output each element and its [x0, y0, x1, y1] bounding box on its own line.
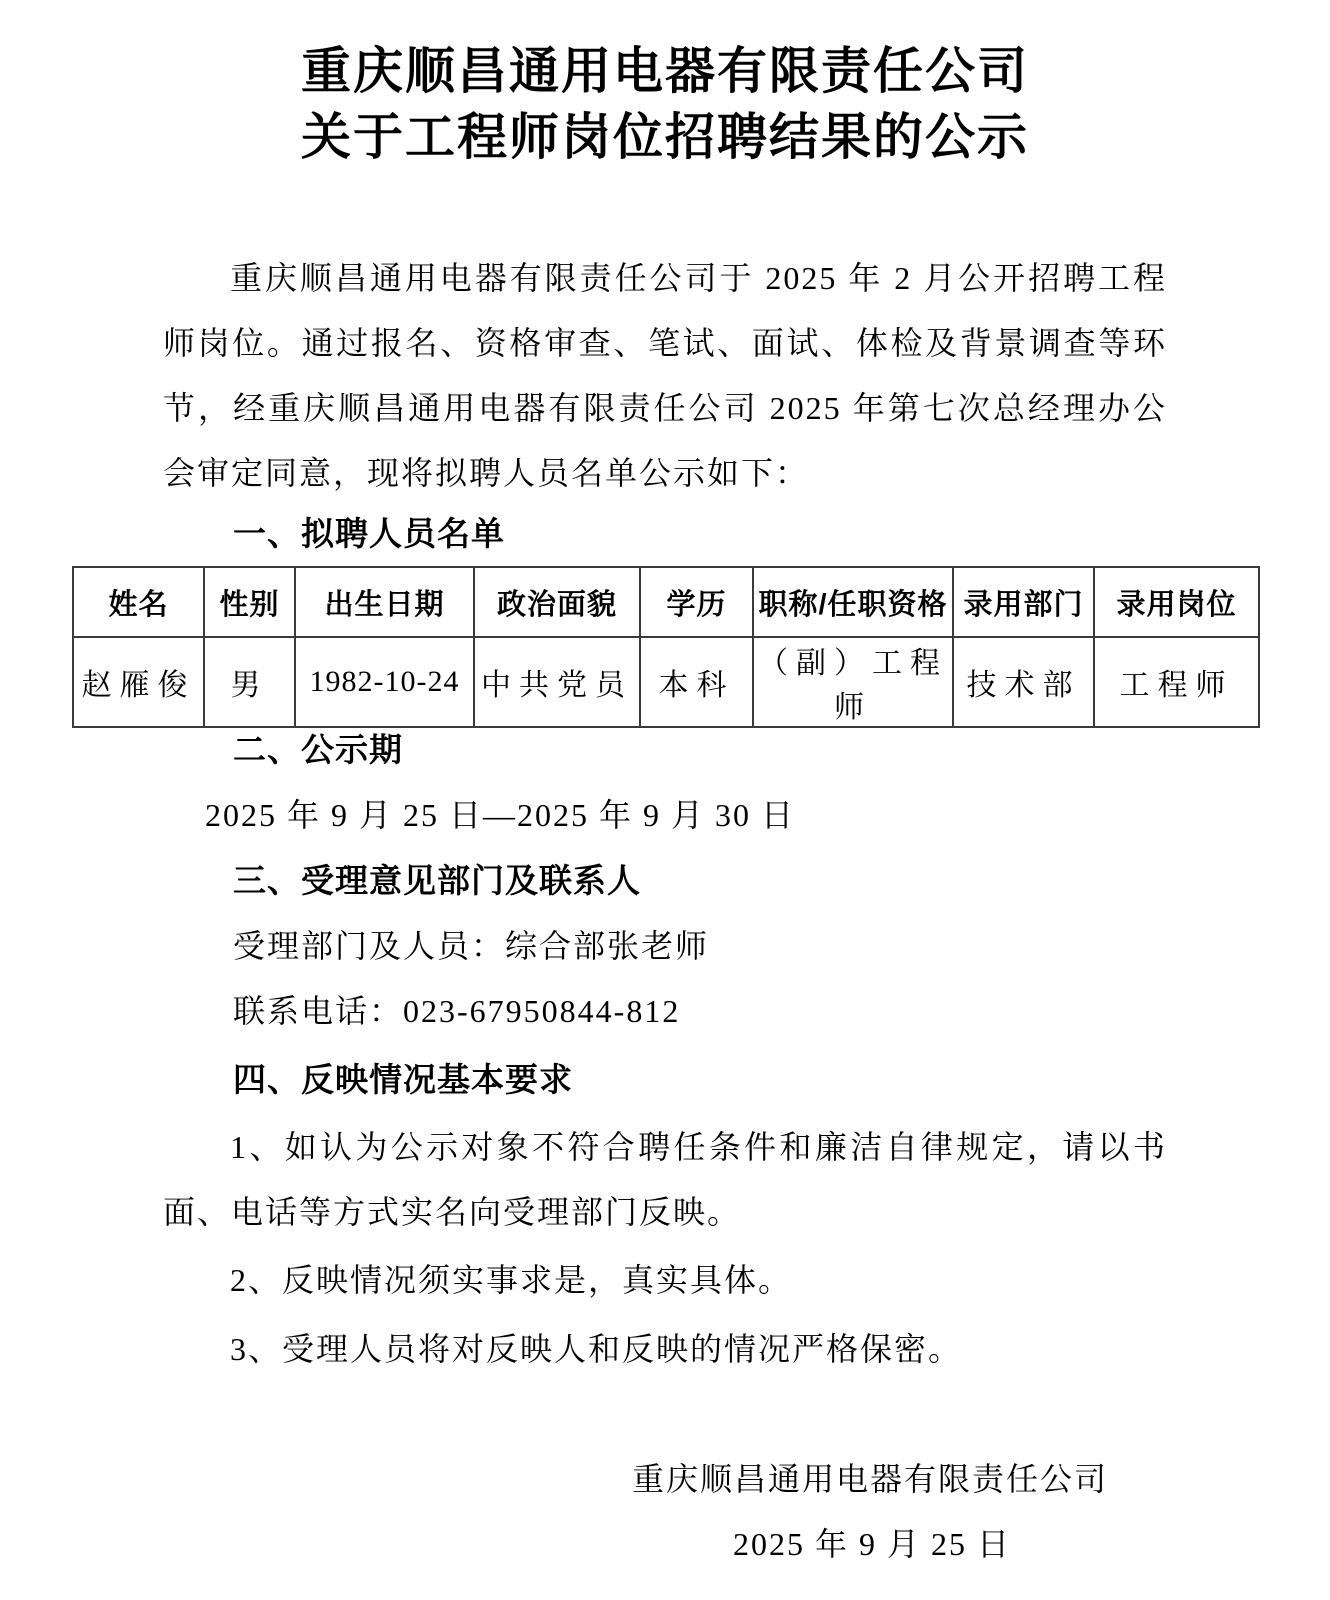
section-1-heading: 一、拟聘人员名单	[233, 515, 505, 552]
requirement-item-3: 3、受理人员将对反映人和反映的情况严格保密。	[230, 1331, 963, 1367]
table-row	[73, 637, 1259, 727]
table-header-row	[73, 567, 1259, 637]
cell-title-qualification: （副）工程师	[753, 637, 953, 727]
contact-department-line: 受理部门及人员：综合部张老师	[233, 928, 710, 964]
title-line-1: 重庆顺昌通用电器有限责任公司	[301, 43, 1029, 99]
header-title-qualification: 职称/任职资格	[753, 567, 953, 637]
cell-birthdate: 1982-10-24	[295, 637, 474, 727]
cell-hiring-department: 技术部	[953, 637, 1094, 727]
section-4-heading: 四、反映情况基本要求	[233, 1061, 573, 1098]
cell-gender: 男	[204, 637, 295, 727]
signature-company: 重庆顺昌通用电器有限责任公司	[631, 1461, 1108, 1497]
intro-paragraph: 重庆顺昌通用电器有限责任公司于 2025 年 2 月公开招聘工程师岗位。通过报名、资格审查、笔试、面试、体检及背景调查等环节，经重庆顺昌通用电器有限责任公司 2025 年第七次总经理办公会审定同意，现将拟聘人员名单公示如下：	[163, 260, 1167, 491]
header-name: 姓名	[73, 567, 204, 637]
requirement-item-1: 1、如认为公示对象不符合聘任条件和廉洁自律规定，请以书面、电话等方式实名向受理部门反映。	[163, 1129, 1167, 1230]
cell-political-status: 中共党员	[474, 637, 640, 727]
contact-phone-line: 联系电话：023-67950844-812	[233, 993, 681, 1029]
cell-hiring-position: 工程师	[1094, 637, 1259, 727]
header-hiring-department: 录用部门	[953, 567, 1094, 637]
section-2-heading: 二、公示期	[233, 731, 403, 768]
cell-education: 本科	[640, 637, 753, 727]
document-title	[0, 38, 1330, 170]
signature-date: 2025 年 9 月 25 日	[732, 1526, 1011, 1562]
section-3-heading: 三、受理意见部门及联系人	[233, 862, 641, 899]
title-line-2: 关于工程师岗位招聘结果的公示	[301, 109, 1029, 165]
cell-name: 赵雁俊	[73, 637, 204, 727]
publicity-period: 2025 年 9 月 25 日—2025 年 9 月 30 日	[205, 797, 796, 833]
header-education: 学历	[640, 567, 753, 637]
header-gender: 性别	[204, 567, 295, 637]
header-hiring-position: 录用岗位	[1094, 567, 1259, 637]
header-birthdate: 出生日期	[295, 567, 474, 637]
requirement-item-2: 2、反映情况须实事求是，真实具体。	[230, 1262, 793, 1298]
hired-candidates-table	[72, 566, 1260, 728]
header-political-status: 政治面貌	[474, 567, 640, 637]
